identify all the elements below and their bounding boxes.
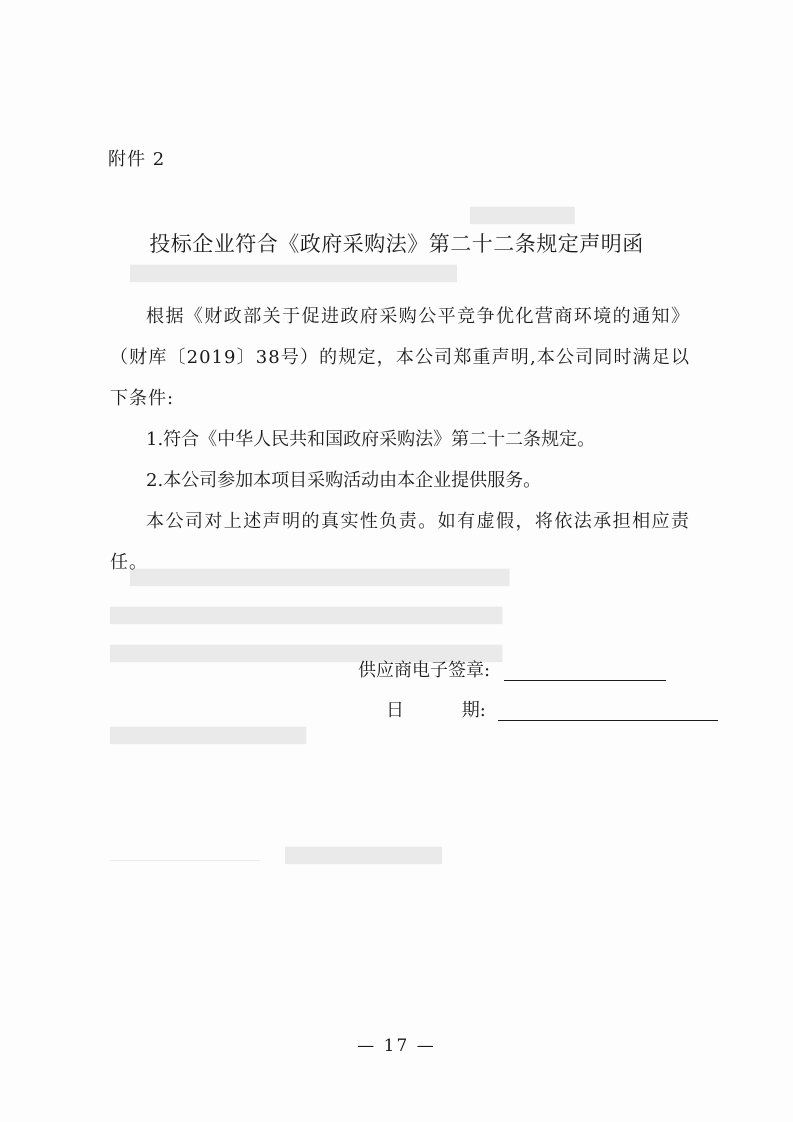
bleed-through-decoration: ▇▇▇▇▇▇▇▇▇▇▇▇▇▇▇▇▇▇▇▇▇▇▇▇▇▇▇▇▇▇ (110, 643, 503, 663)
supplier-signature-row (358, 661, 666, 681)
condition-1-paragraph: 1.符合《中华人民共和国政府采购法》第二十二条规定。 (146, 429, 596, 450)
bleed-through-decoration: ▇▇▇▇▇▇▇▇▇▇▇▇▇▇▇▇▇▇▇▇▇▇▇▇▇▇▇▇▇▇ (110, 605, 503, 625)
date-row (386, 701, 718, 721)
supplier-signature-label: 供应商电子签章: (358, 660, 491, 681)
bleed-through-decoration (110, 860, 260, 861)
supplier-signature-line (504, 680, 666, 681)
bleed-through-decoration: ▇▇▇▇▇▇▇▇ (470, 205, 575, 225)
condition-2-paragraph: 2.本公司参加本项目采购活动由本企业提供服务。 (146, 470, 542, 491)
intro-paragraph: 根据《财政部关于促进政府采购公平竞争优化营商环境的通知》（财库〔2019〕38号）的规定，本公司郑重声明,本公司同时满足以下条件: (110, 306, 690, 409)
bleed-through-decoration: ▇▇▇▇▇▇▇▇▇▇▇▇▇▇▇▇▇▇▇▇▇▇▇▇▇▇▇▇▇ (130, 567, 510, 587)
declaration-body (110, 296, 690, 583)
document-title: 投标企业符合《政府采购法》第二十二条规定声明函 (149, 232, 644, 256)
date-line (498, 720, 718, 721)
bleed-through-decoration: ▇▇▇▇▇▇▇▇▇▇▇▇▇▇▇▇▇▇▇▇▇▇▇▇▇ (130, 263, 457, 283)
closing-paragraph: 本公司对上述声明的真实性负责。如有虚假，将依法承担相应责任。 (110, 511, 690, 573)
date-label-char-1: 日 (386, 700, 404, 721)
attachment-label: 附件 2 (108, 149, 166, 170)
bleed-through-decoration: ▇▇▇▇▇▇▇▇▇▇▇▇▇▇▇ (110, 725, 307, 745)
bleed-through-decoration: ▇▇▇▇▇▇▇▇▇▇▇▇ (285, 845, 442, 865)
date-label-char-2: 期: (461, 700, 486, 721)
page-number: — 17 — (357, 1036, 436, 1056)
